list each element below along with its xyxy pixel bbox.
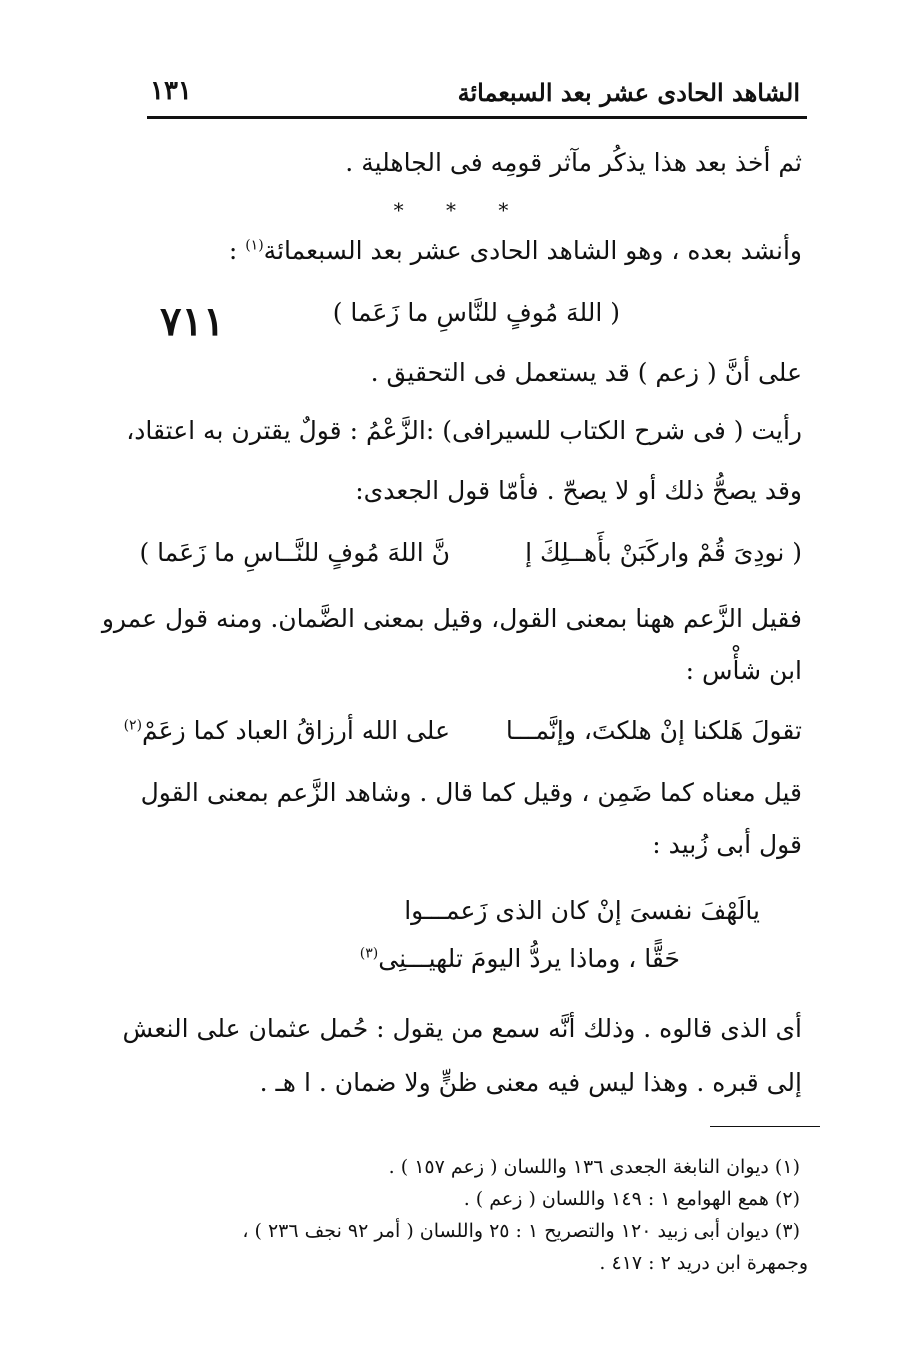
entry-quote: ( اللهَ مُوفٍ للنَّاسِ ما زَعَما ) — [332, 298, 620, 327]
body-line-3: على أنَّ ( زعم ) قد يستعمل فى التحقيق . — [370, 358, 802, 387]
footnote-ref-3: (٣) — [359, 945, 379, 962]
body-line-2 — [229, 236, 802, 266]
body-line-7: ابن شأْس : — [685, 656, 802, 685]
body-line-10: أى الذى قالوه . وذلك أنَّه سمع من يقول : حُمل عثمان على النعش — [122, 1014, 802, 1043]
verse-2-first-hemistich: تقولَ هَلكنا إنْ هلكتَ، وإنَّمـــا — [505, 716, 802, 745]
footnote-2: (٢) همع الهوامع ١ : ١٤٩ واللسان ( زعم ) . — [463, 1188, 800, 1210]
body-line-2-end: : — [228, 236, 246, 265]
verse-2-second-text: على الله أرزاقُ العباد كما زعَمْ — [142, 716, 450, 745]
header-rule — [147, 116, 807, 119]
verse-3-second-text: حَقًّا ، وماذا يردُّ اليومَ تلهيـــنِى — [378, 944, 680, 973]
footnote-ref-2: (٢) — [123, 717, 143, 734]
body-line-9: قول أبى زُبيد : — [652, 830, 802, 859]
footnote-1: (١) ديوان النابغة الجعدى ١٣٦ واللسان ( زعم ١٥٧ ) . — [388, 1156, 800, 1178]
entry-number: ٧١١ — [160, 298, 225, 345]
footnote-ref-1: (١) — [245, 237, 264, 254]
body-line-11: إلى قبره . وهذا ليس فيه معنى ظنٍّ ولا ضمان . ا هـ . — [259, 1068, 802, 1097]
verse-1-first-hemistich: ( نودِىَ قُمْ واركَبَنْ بأَهــلِكَ إ — [525, 538, 802, 567]
verse-3-first-hemistich: يالَهْفَ نفسىَ إنْ كان الذى زَعمـــوا — [404, 896, 760, 925]
body-line-2-text: وأنشد بعده ، وهو الشاهد الحادى عشر بعد السبعمائة — [263, 236, 802, 265]
body-line-1: ثم أخذ بعد هذا يذكُر مآثر قومِه فى الجاهلية . — [345, 148, 802, 177]
verse-1-second-hemistich: نَّ اللهَ مُوفٍ للنَّــاسِ ما زَعَما ) — [139, 538, 450, 567]
body-line-5: وقد يصحُّ ذلك أو لا يصحّ . فأمّا قول الجعدى: — [355, 476, 802, 505]
verse-2-second-hemistich — [124, 716, 450, 746]
body-line-4: رأيت ( فى شرح الكتاب للسيرافى) :الزَّعْمُ : قولٌ يقترن به اعتقاد، — [126, 416, 802, 445]
page-number: ١٣١ — [150, 76, 192, 106]
verse-3-second-hemistich — [360, 944, 680, 974]
footnote-3-continued: وجمهرة ابن دريد ٢ : ٤١٧ . — [599, 1252, 808, 1274]
body-line-8: قيل معناه كما ضَمِن ، وقيل كما قال . وشاهد الزَّعم بمعنى القول — [140, 778, 802, 807]
body-line-6: فقيل الزَّعم ههنا بمعنى القول، وقيل بمعنى الضَّمان. ومنه قول عمرو — [101, 604, 802, 633]
footnote-3: (٣) ديوان أبى زبيد ١٢٠ والتصريح ١ : ٢٥ واللسان ( أمر ٩٢ نجف ٢٣٦ ) ، — [242, 1220, 800, 1242]
section-separator: * * * — [393, 198, 527, 222]
footnote-rule — [710, 1126, 820, 1127]
running-header-title: الشاهد الحادى عشر بعد السبعمائة — [457, 78, 800, 107]
